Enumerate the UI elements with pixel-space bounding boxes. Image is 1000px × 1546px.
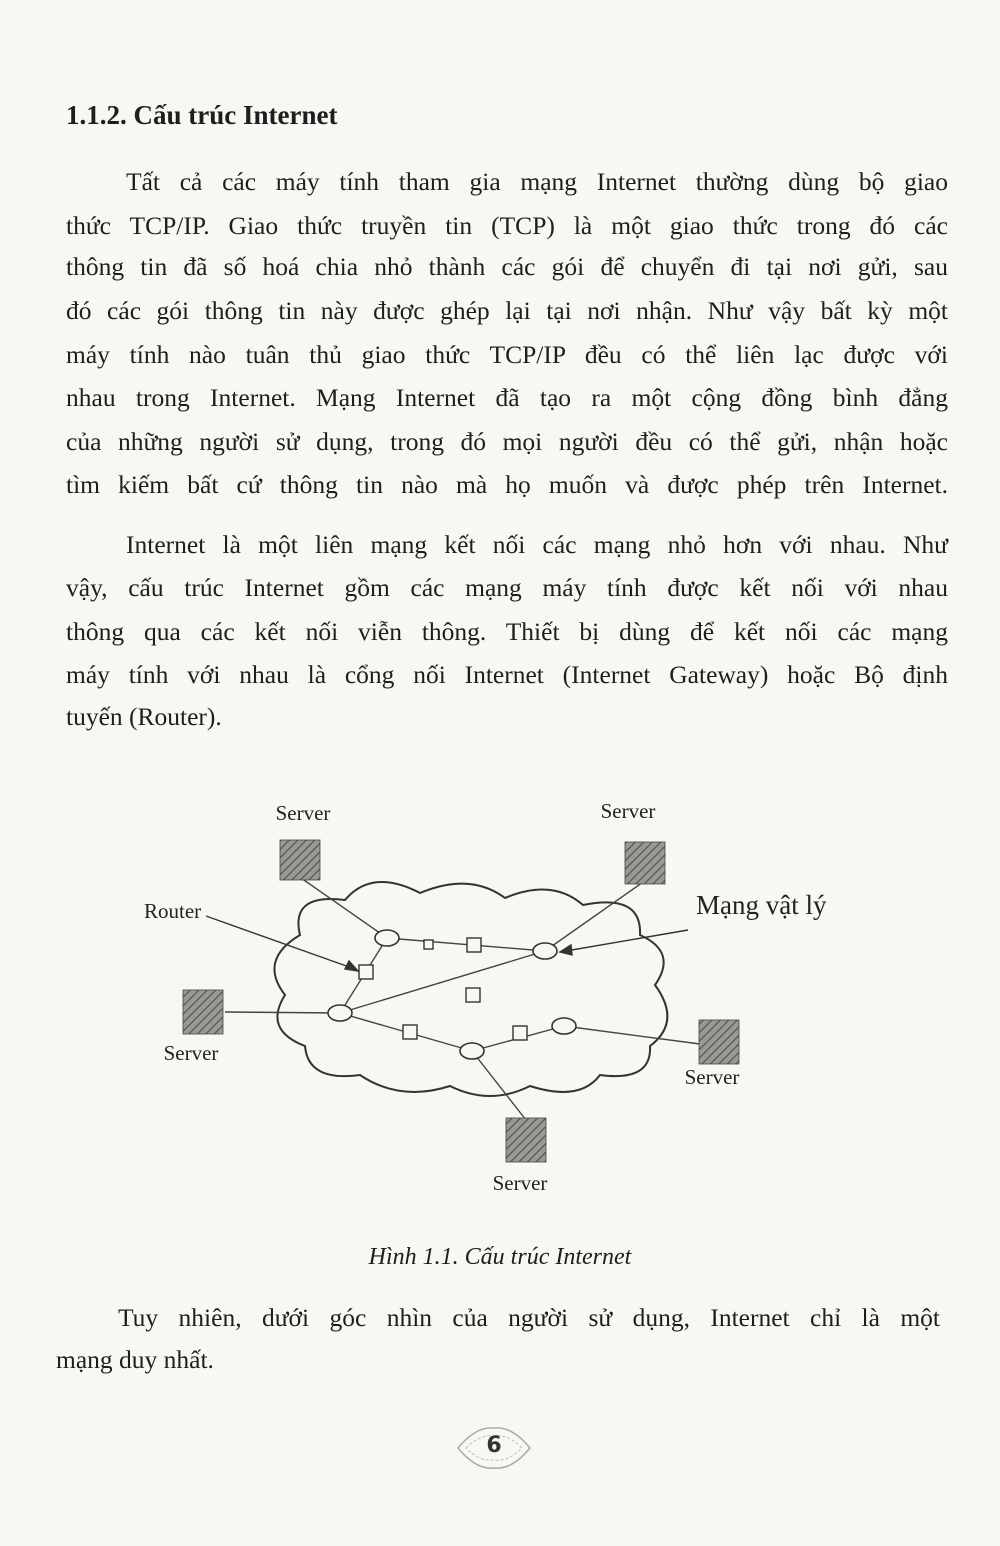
gateway-node	[424, 940, 433, 949]
page-number: 6	[486, 1433, 502, 1458]
text-line: của những người sử dụng, trong đó mọi người đều có thể gửi, nhận hoặc	[66, 427, 948, 456]
text-line: vậy, cấu trúc Internet gồm các mạng máy tính được kết nối với nhau	[66, 573, 948, 602]
server-label: Server	[600, 799, 656, 823]
server-icon	[506, 1118, 546, 1162]
page-number-ornament	[456, 1424, 532, 1472]
server-icon	[280, 840, 320, 880]
router-node	[375, 930, 399, 946]
text-line: nhau trong Internet. Mạng Internet đã tạo ra một cộng đồng bình đẳng	[66, 383, 948, 412]
router-node	[328, 1005, 352, 1021]
server-label: Server	[163, 1041, 219, 1065]
server-icon	[183, 990, 223, 1034]
server-label: Server	[492, 1171, 548, 1195]
text-line: máy tính với nhau là cổng nối Internet (Internet Gateway) hoặc Bộ định	[66, 660, 948, 689]
text-line: thông tin đã số hoá chia nhỏ thành các gói để chuyển đi tại nơi gửi, sau	[66, 252, 948, 281]
server-icon	[699, 1020, 739, 1064]
router-nodes	[328, 930, 576, 1059]
router-node	[533, 943, 557, 959]
router-node	[460, 1043, 484, 1059]
gateway-node	[513, 1026, 527, 1040]
text-line: Tất cả các máy tính tham gia mạng Internet thường dùng bộ giao	[126, 167, 948, 196]
gateway-node	[359, 965, 373, 979]
text-line: thức TCP/IP. Giao thức truyền tin (TCP) là một giao thức trong đó các	[66, 211, 948, 240]
text-line: tìm kiếm bất cứ thông tin nào mà họ muốn và được phép trên Internet.	[66, 470, 948, 499]
text-line: mạng duy nhất.	[56, 1345, 214, 1374]
section-heading: 1.1.2. Cấu trúc Internet	[66, 100, 338, 130]
server-label: Server	[275, 801, 331, 825]
gateway-node	[403, 1025, 417, 1039]
server-icon	[625, 842, 665, 884]
servers	[183, 840, 739, 1162]
text-line: máy tính nào tuân thủ giao thức TCP/IP đều có thể liên lạc được với	[66, 340, 948, 369]
router-node	[552, 1018, 576, 1034]
gateway-node	[467, 938, 481, 952]
text-line: tuyến (Router).	[66, 702, 222, 731]
figure-caption: Hình 1.1. Cấu trúc Internet	[368, 1244, 632, 1270]
text-line: Tuy nhiên, dưới góc nhìn của người sử dụng, Internet chỉ là một	[118, 1303, 940, 1332]
gateway-node	[466, 988, 480, 1002]
gateway-nodes	[359, 938, 527, 1040]
physical-network-label: Mạng vật lý	[696, 890, 827, 920]
server-label: Server	[684, 1065, 740, 1089]
router-label: Router	[144, 899, 202, 923]
text-line: thông qua các kết nối viễn thông. Thiết bị dùng để kết nối các mạng	[66, 617, 948, 646]
links	[225, 878, 700, 1120]
text-line: Internet là một liên mạng kết nối các mạng nhỏ hơn với nhau. Như	[126, 530, 948, 559]
text-line: đó các gói thông tin này được ghép lại tại nơi nhận. Như vậy bất kỳ một	[66, 296, 948, 325]
